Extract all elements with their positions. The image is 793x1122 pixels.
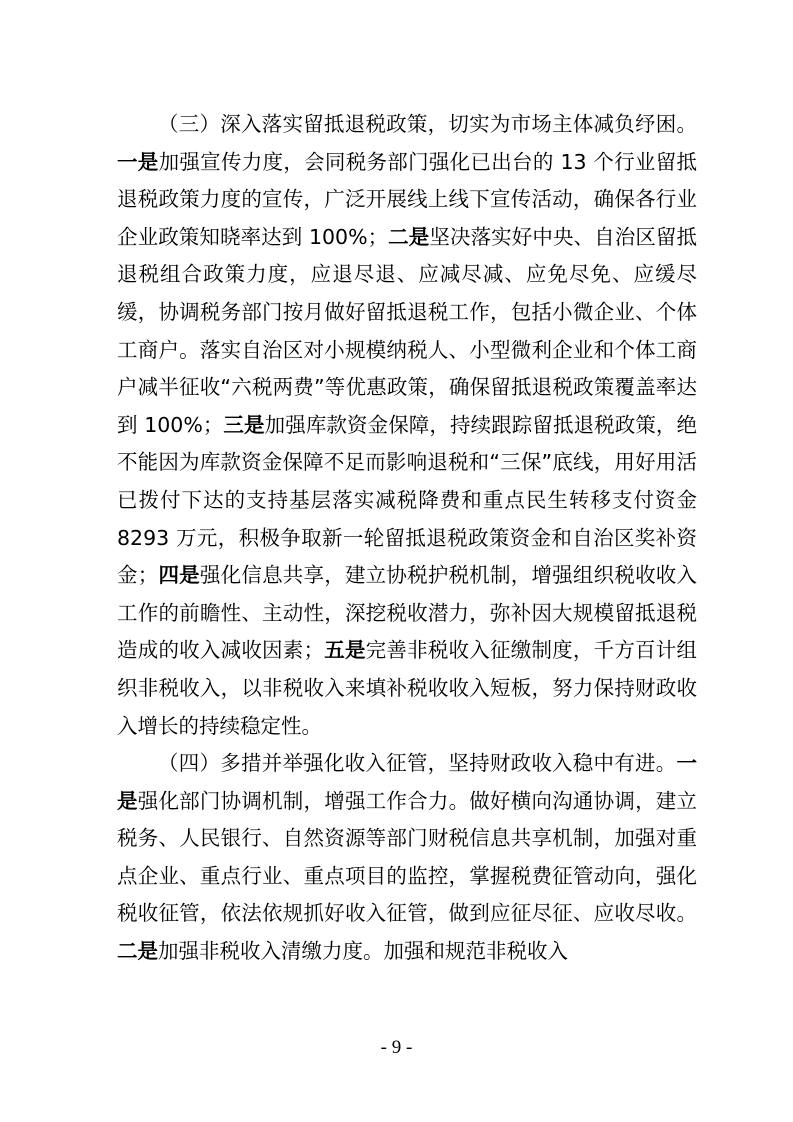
enumeration-marker: 三是 (223, 412, 265, 437)
text-segment: 加强非税收入清缴力度。加强和规范非税收入 (158, 939, 568, 964)
text-segment: 完善非税收入征缴制度，千方百计组织非税收入，以非税收入来填补税收收入短板，努力保持财政收入增长的持续稳定性。 (117, 638, 698, 738)
text-segment: 坚决落实好中央、自治区留抵退税组合政策力度，应退尽退、应减尽减、应免尽免、应缓尽缓，协调税务部门按月做好留抵退税工作，包括小微企业、个体工商户。落实自治区对小规模纳税人、小型微利企业和个体工商户减半征收“六税两费”等优惠政策，确保留抵退税政策覆盖率达到 100%； (117, 224, 698, 437)
page-number: - 9 - (380, 1037, 413, 1058)
enumeration-marker: 二是 (117, 939, 158, 964)
enumeration-marker: 五是 (324, 638, 366, 663)
text-segment: 强化信息共享，建立协税护税机制，增强组织税收收入工作的前瞻性、主动性，深挖税收潜力，弥补因大规模留抵退税造成的收入减收因素； (117, 563, 698, 663)
enumeration-marker: 一是 (117, 149, 159, 174)
text-segment: 强化部门协调机制，增强工作合力。做好横向沟通协调，建立税务、人民银行、自然资源等部门财税信息共享机制，加强对重点企业、重点行业、重点项目的监控，掌握税费征管动向，强化税收征管，依法依规抓好收入征管，做到应征尽征、应收尽收。 (117, 788, 698, 926)
enumeration-marker: 四是 (158, 563, 200, 588)
text-segment: （三）深入落实留抵退税政策，切实为市场主体减负纾困。 (158, 112, 697, 136)
paragraph-1 (117, 106, 697, 745)
document-body (117, 106, 697, 971)
text-segment: 加强库款资金保障，持续跟踪留抵退税政策，绝不能因为库款资金保障不足而影响退税和“三保”底线，用好用活已拨付下达的支持基层落实减税降费和重点民生转移支付资金 8293 万元，积极争取新一轮留抵退税政策资金和自治区奖补资金； (117, 412, 698, 588)
text-segment: 加强宣传力度，会同税务部门强化已出台的 13 个行业留抵退税政策力度的宣传，广泛开展线上线下宣传活动，确保各行业企业政策知晓率达到 100%； (117, 149, 698, 249)
text-segment: （四）多措并举强化收入征管，坚持财政收入稳中有进。 (158, 751, 677, 776)
enumeration-marker: 一是 (117, 751, 697, 813)
enumeration-marker: 二是 (388, 224, 430, 249)
paragraph-2 (117, 745, 697, 971)
